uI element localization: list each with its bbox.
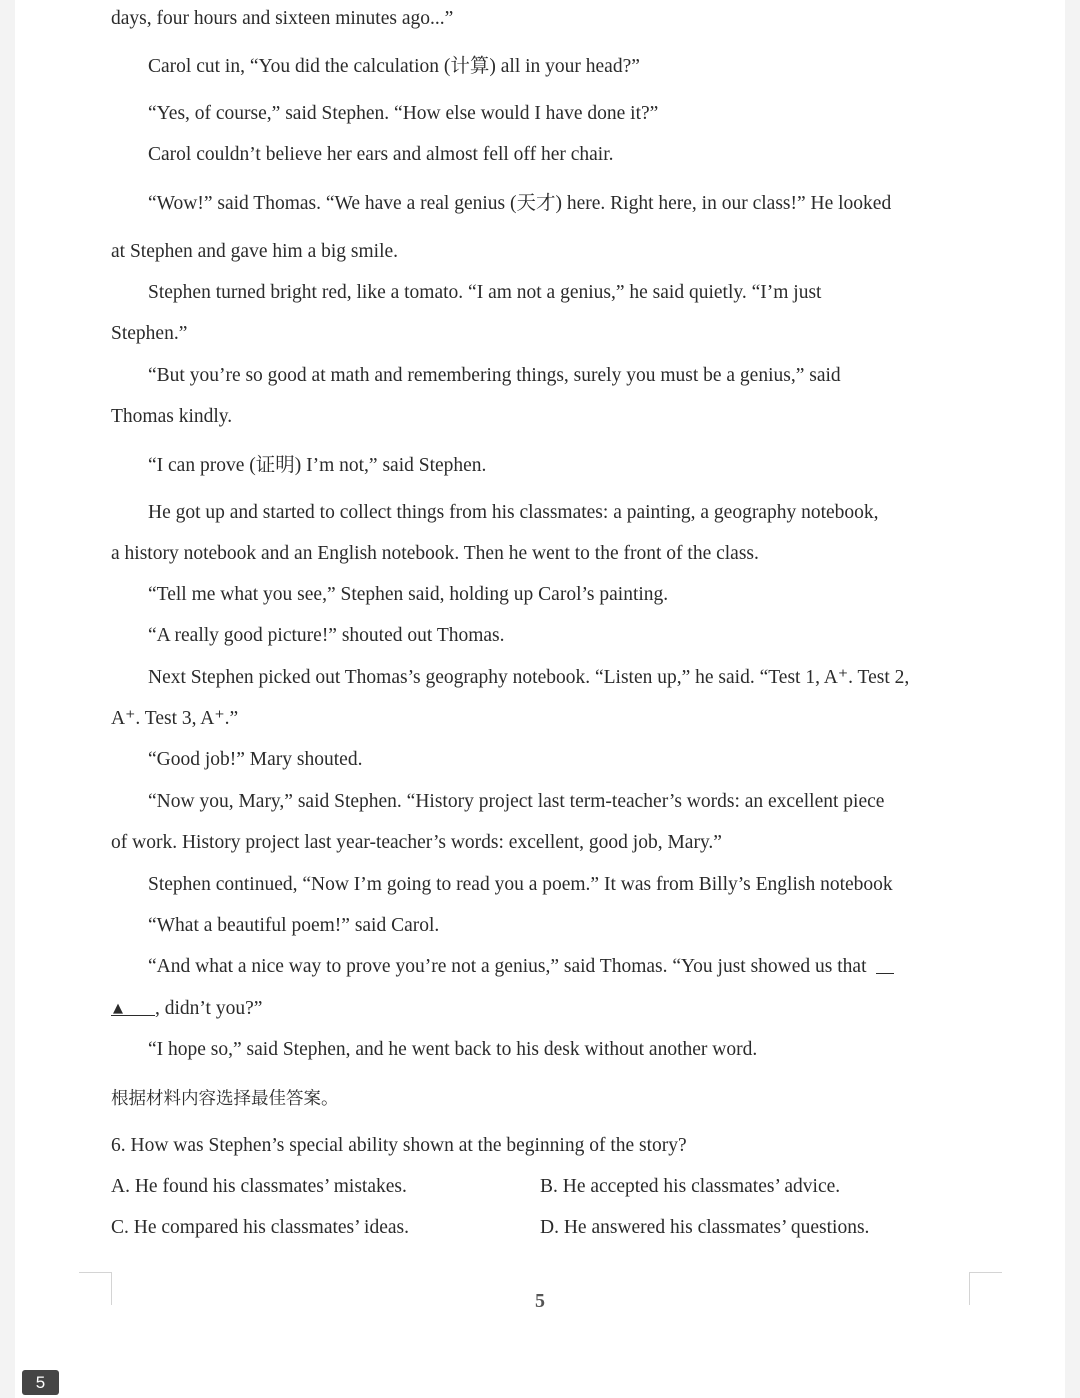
passage-line: Stephen.” xyxy=(111,323,188,344)
passage-line: Carol couldn’t believe her ears and almost fell off her chair. xyxy=(148,144,614,165)
passage-line: “Yes, of course,” said Stephen. “How else would I have done it?” xyxy=(148,103,659,124)
passage-line: of work. History project last year-teacher’s words: excellent, good job, Mary.” xyxy=(111,832,722,853)
passage-line: Thomas kindly. xyxy=(111,406,233,427)
passage-line: Stephen turned bright red, like a tomato. “I am not a genius,” he said quietly. “I’m just xyxy=(148,282,822,303)
answer-blank xyxy=(111,995,155,1016)
passage-line: “Wow!” said Thomas. “We have a real genius (天才) here. Right here, in our class!” He looked xyxy=(148,193,892,214)
option-c: C. He compared his classmates’ ideas. xyxy=(111,1217,410,1238)
option-b: B. He accepted his classmates’ advice. xyxy=(540,1176,841,1197)
passage-line xyxy=(111,995,262,1022)
passage-line: “Now you, Mary,” said Stephen. “History project last term-teacher’s words: an excellent piece xyxy=(148,791,885,812)
passage-line: a history notebook and an English notebook. Then he went to the front of the class. xyxy=(111,543,759,564)
question-text: 6. How was Stephen’s special ability shown at the beginning of the story? xyxy=(111,1135,687,1156)
passage-line: days, four hours and sixteen minutes ago...” xyxy=(111,8,454,29)
passage-line: He got up and started to collect things from his classmates: a painting, a geography notebook, xyxy=(148,502,879,523)
passage-text: “And what a nice way to prove you’re not a genius,” said Thomas. “You just showed us that xyxy=(148,956,867,977)
triangle-marker-icon: ▲ xyxy=(113,1001,123,1016)
passage-line: “A really good picture!” shouted out Thomas. xyxy=(148,625,505,646)
passage-line xyxy=(148,954,894,980)
question-instruction: 根据材料内容选择最佳答案。 xyxy=(111,1089,339,1109)
option-d: D. He answered his classmates’ questions. xyxy=(540,1217,870,1238)
passage-line: “Good job!” Mary shouted. xyxy=(148,749,363,770)
passage-line: “I can prove (证明) I’m not,” said Stephen. xyxy=(148,455,487,476)
passage-line: at Stephen and gave him a big smile. xyxy=(111,241,399,262)
passage-line: “What a beautiful poem!” said Carol. xyxy=(148,915,440,936)
answer-blank-start xyxy=(876,955,894,974)
passage-line: Stephen continued, “Now I’m going to read you a poem.” It was from Billy’s English notebook xyxy=(148,874,893,895)
passage-text: , didn’t you?” xyxy=(155,998,263,1019)
passage-line: “But you’re so good at math and remembering things, surely you must be a genius,” said xyxy=(148,365,841,386)
passage-line: Carol cut in, “You did the calculation (计算) all in your head?” xyxy=(148,56,640,77)
passage-line: A⁺. Test 3, A⁺.” xyxy=(111,708,239,729)
page-number: 5 xyxy=(535,1290,545,1312)
passage-line: Next Stephen picked out Thomas’s geography notebook. “Listen up,” he said. “Test 1, A⁺. Test 2, xyxy=(148,667,910,688)
option-a: A. He found his classmates’ mistakes. xyxy=(111,1176,407,1197)
page-indicator-badge[interactable]: 5 xyxy=(22,1370,59,1395)
passage-line: “Tell me what you see,” Stephen said, holding up Carol’s painting. xyxy=(148,584,669,605)
passage-line: “I hope so,” said Stephen, and he went back to his desk without another word. xyxy=(148,1039,758,1060)
